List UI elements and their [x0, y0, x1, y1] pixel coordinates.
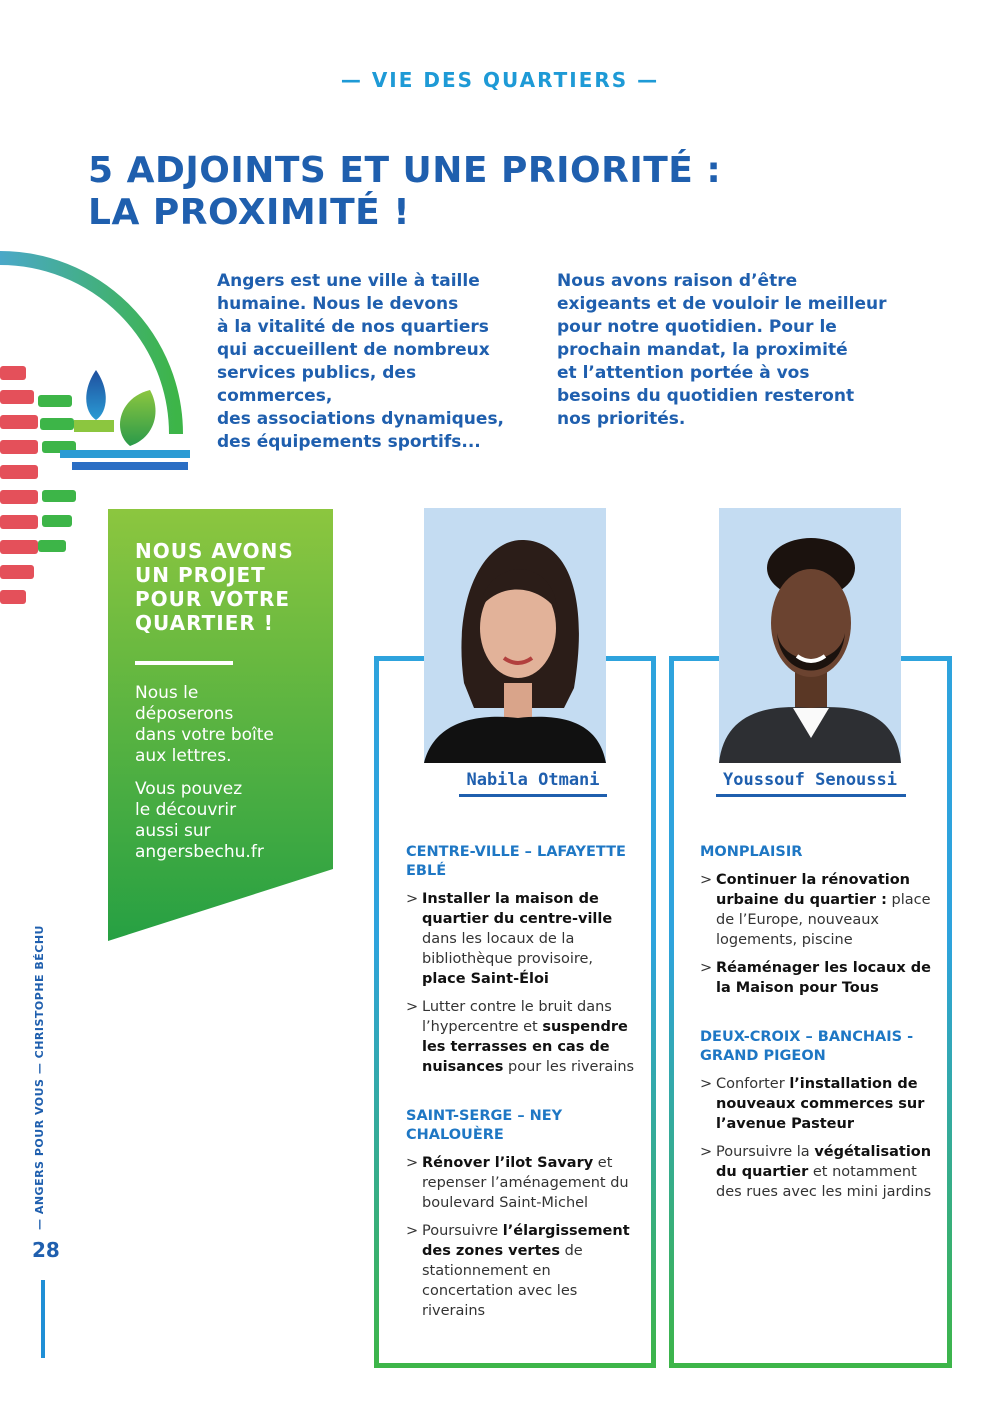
item-text	[716, 1144, 931, 1200]
intro-line: exigeants et de vouloir le meilleur	[557, 294, 887, 314]
callout-para-2	[135, 779, 315, 863]
intro-line: humaine. Nous le devons	[217, 294, 459, 314]
item-text	[422, 1223, 630, 1319]
list-item	[406, 1221, 638, 1321]
title-line-1: 5 ADJOINTS ET UNE PRIORITÉ :	[88, 150, 722, 191]
item-text-bold: l’élargissement des zones vertes	[422, 1223, 630, 1259]
intro-line: des associations dynamiques,	[217, 409, 505, 429]
bullet-arrow: >	[406, 1223, 419, 1239]
intro-line: nos priorités.	[557, 409, 686, 429]
callout-title	[135, 539, 315, 635]
portrait-nabila-otmani	[424, 508, 606, 763]
item-text-run: pour les riverains	[503, 1059, 635, 1075]
list-item	[700, 1142, 932, 1202]
item-text	[716, 1076, 924, 1132]
side-footer-text	[33, 925, 55, 1260]
callout-text	[135, 683, 315, 863]
list-item	[700, 1074, 932, 1134]
card-content-otmani	[406, 843, 638, 1329]
item-text-bold: Installer la maison de quartier du centre-ville	[422, 891, 613, 927]
intro-line: prochain mandat, la proximité	[557, 340, 848, 360]
callout-divider	[135, 661, 233, 665]
bullet-arrow: >	[406, 891, 419, 907]
intro-line: et l’attention portée à vos	[557, 363, 810, 383]
intro-line: qui accueillent de nombreux	[217, 340, 490, 360]
project-callout	[108, 509, 333, 941]
item-text-bold: Continuer la rénovation urbaine du quartier :	[716, 872, 911, 908]
intro-line: à la vitalité de nos quartiers	[217, 317, 489, 337]
item-text-bold: végétalisation du quartier	[716, 1144, 932, 1180]
callout-line: déposerons	[135, 704, 234, 724]
candidate-name: Nabila Otmani	[466, 770, 600, 790]
page-accent-bar	[41, 1280, 45, 1358]
section-tag: — VIE DES QUARTIERS —	[340, 68, 660, 92]
bullet-arrow: >	[700, 960, 713, 976]
item-text-run: dans les locaux de la bibliothèque provisoire,	[422, 931, 594, 967]
intro-line: Nous avons raison d’être	[557, 271, 798, 291]
intro-line: besoins du quotidien resteront	[557, 386, 855, 406]
item-text-run: de stationnement en concertation avec les riverains	[422, 1243, 583, 1319]
callout-para-1	[135, 683, 315, 767]
page-title	[88, 150, 721, 234]
item-text-run: et notamment des rues avec les mini jardins	[716, 1164, 932, 1200]
item-text-run: Lutter contre le bruit dans l’hypercentre et	[422, 999, 612, 1035]
page-number: 28	[32, 1238, 60, 1262]
district-title: MONPLAISIR	[700, 844, 803, 860]
intro-line: des équipements sportifs...	[217, 432, 481, 452]
item-text	[422, 999, 634, 1075]
callout-title-line: POUR VOTRE	[135, 587, 291, 611]
name-underline	[459, 794, 607, 797]
title-line-2: LA PROXIMITÉ !	[88, 192, 411, 233]
website-link[interactable]: angersbechu.fr	[135, 842, 264, 862]
item-text	[716, 960, 931, 996]
callout-title-line: NOUS AVONS	[135, 539, 294, 563]
item-text-run: Poursuivre la	[716, 1144, 815, 1160]
list-item	[406, 889, 638, 989]
callout-line: Nous le	[135, 683, 199, 703]
intro-line: services publics, des commerces,	[217, 363, 417, 406]
item-text-bold: Rénover l’ilot Savary	[422, 1155, 594, 1171]
list-item	[700, 958, 932, 998]
intro-line: pour notre quotidien. Pour le	[557, 317, 837, 337]
item-text-bold: suspendre les terrasses en cas de nuisances	[422, 1019, 628, 1075]
item-text-bold: Réaménager les locaux de la Maison pour Tous	[716, 960, 931, 996]
list-item	[700, 870, 932, 950]
callout-line: le découvrir	[135, 800, 237, 820]
item-text	[422, 891, 612, 987]
intro-left	[217, 270, 537, 454]
callout-title-line: QUARTIER !	[135, 611, 274, 635]
candidate-name: Youssouf Senoussi	[723, 770, 897, 790]
card-content-senoussi	[700, 843, 932, 1210]
callout-line: Vous pouvez	[135, 779, 243, 799]
item-text-bold: l’installation de nouveaux commerces sur l’avenue Pasteur	[716, 1076, 925, 1132]
item-text	[422, 1155, 629, 1211]
bullet-arrow: >	[700, 872, 713, 888]
bullet-arrow: >	[406, 999, 419, 1015]
list-item	[406, 997, 638, 1077]
bullet-arrow: >	[406, 1155, 419, 1171]
item-text-bold: place Saint-Éloi	[422, 971, 549, 987]
intro-line: Angers est une ville à taille	[217, 271, 480, 291]
side-footer-label: — ANGERS POUR VOUS — CHRISTOPHE BÉCHU	[33, 925, 46, 1230]
callout-line: aux lettres.	[135, 746, 232, 766]
item-text-run: place de l’Europe, nouveaux logements, piscine	[716, 892, 931, 948]
district-title: CENTRE-VILLE – LAFAYETTE EBLÉ	[406, 844, 626, 879]
district-title: SAINT-SERGE – NEY CHALOUÈRE	[406, 1108, 563, 1143]
callout-line: aussi sur	[135, 821, 211, 841]
callout-line: dans votre boîte	[135, 725, 274, 745]
item-text-run: Poursuivre	[422, 1223, 503, 1239]
item-text-run: et repenser l’aménagement du boulevard Saint-Michel	[422, 1155, 629, 1211]
name-underline	[716, 794, 906, 797]
item-text	[716, 872, 931, 948]
intro-right	[557, 270, 897, 431]
portrait-youssouf-senoussi	[719, 508, 901, 763]
bullet-arrow: >	[700, 1144, 713, 1160]
item-text-run: Conforter	[716, 1076, 790, 1092]
callout-title-line: UN PROJET	[135, 563, 266, 587]
district-title: DEUX-CROIX – BANCHAIS - GRAND PIGEON	[700, 1029, 914, 1064]
list-item	[406, 1153, 638, 1213]
bullet-arrow: >	[700, 1076, 713, 1092]
